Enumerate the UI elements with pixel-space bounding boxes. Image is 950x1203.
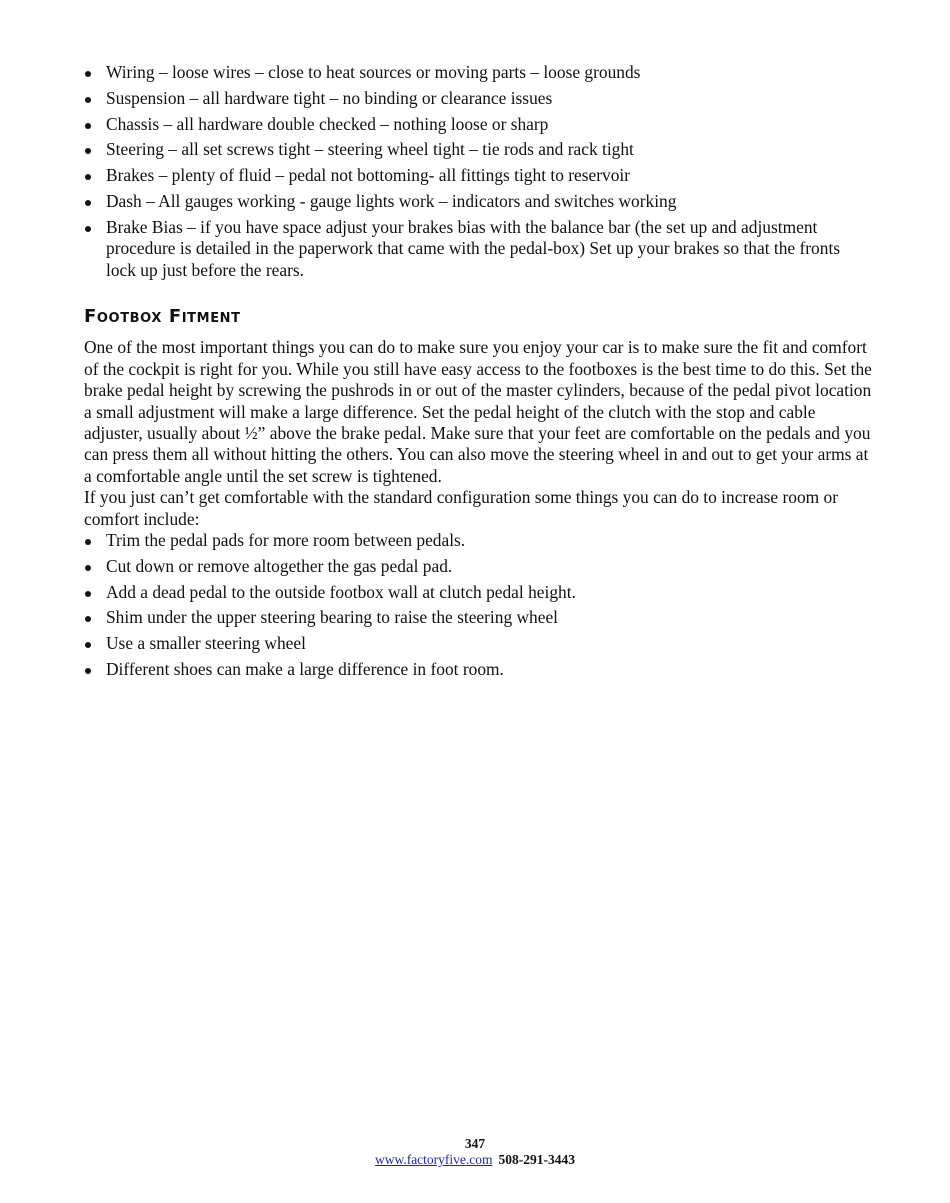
bullet-icon xyxy=(85,148,91,154)
comfort-tips-list xyxy=(84,530,874,680)
checklist xyxy=(84,62,874,281)
bullet-icon xyxy=(85,97,91,103)
list-item-text: Shim under the upper steering bearing to raise the steering wheel xyxy=(106,607,559,628)
list-item xyxy=(84,191,874,213)
bullet-icon xyxy=(85,226,91,232)
website-link[interactable]: www.factoryfive.com xyxy=(374,1152,493,1167)
document-page xyxy=(84,62,874,685)
list-item-text: Dash – All gauges working - gauge lights work – indicators and switches working xyxy=(106,190,677,211)
bullet-icon xyxy=(85,591,91,597)
bullet-icon xyxy=(85,616,91,622)
list-item-text: Suspension – all hardware tight – no binding or clearance issues xyxy=(106,87,553,108)
list-item xyxy=(84,62,874,84)
list-item-text: Trim the pedal pads for more room between pedals. xyxy=(106,529,466,550)
list-item xyxy=(84,139,874,161)
footer-contact xyxy=(0,1152,950,1168)
bullet-icon xyxy=(85,123,91,129)
list-item-text: Brakes – plenty of fluid – pedal not bottoming- all fittings tight to reservoir xyxy=(106,165,631,186)
bullet-icon xyxy=(85,668,91,674)
list-item xyxy=(84,633,874,655)
list-item xyxy=(84,165,874,187)
bullet-icon xyxy=(85,565,91,571)
bullet-icon xyxy=(85,174,91,180)
list-item xyxy=(84,88,874,110)
body-paragraph: One of the most important things you can do to make sure you enjoy your car is to make sure the fit and comfort of the cockpit is right for you. While you still have easy access to the footboxes is the best time to do this. Set the brake pedal height by screwing the pushrods in or out of the master cylinders, because of the pedal pivot location a small adjustment will make a large difference. Set the pedal height of the clutch with the stop and cable adjuster, usually about ½” above the brake pedal. Make sure that your feet are comfortable on the pedals and you can press them all without hitting the others. You can also move the steering wheel in and out to get your arms at a comfortable angle until the set screw is tightened. xyxy=(84,337,872,486)
list-item-text: Steering – all set screws tight – steering wheel tight – tie rods and rack tight xyxy=(106,139,634,160)
list-item-text: Use a smaller steering wheel xyxy=(106,633,306,654)
list-item xyxy=(84,556,874,578)
body-paragraph: If you just can’t get comfortable with the standard configuration some things you can do to increase room or comfort include: xyxy=(84,487,839,529)
bullet-icon xyxy=(85,642,91,648)
list-item-text: Different shoes can make a large difference in foot room. xyxy=(106,658,504,679)
list-item-text: Brake Bias – if you have space adjust your brakes bias with the balance bar (the set up and adjustment procedure is detailed in the paperwork that came with the pedal-box) Set up your brakes so that the fronts lock up just before the rears. xyxy=(106,216,841,280)
list-item xyxy=(84,607,874,629)
list-item xyxy=(84,530,874,552)
list-item xyxy=(84,217,874,282)
page-footer xyxy=(0,1136,950,1168)
phone-number: 508-291-3443 xyxy=(498,1152,576,1167)
page-number: 347 xyxy=(464,1136,486,1151)
list-item xyxy=(84,659,874,681)
bullet-icon xyxy=(85,200,91,206)
list-item xyxy=(84,582,874,604)
bullet-icon xyxy=(85,539,91,545)
list-item-text: Cut down or remove altogether the gas pedal pad. xyxy=(106,555,453,576)
list-item-text: Wiring – loose wires – close to heat sources or moving parts – loose grounds xyxy=(106,62,641,82)
list-item-text: Add a dead pedal to the outside footbox wall at clutch pedal height. xyxy=(106,581,576,602)
list-item xyxy=(84,114,874,136)
bullet-icon xyxy=(85,71,91,77)
list-item-text: Chassis – all hardware double checked – nothing loose or sharp xyxy=(106,113,549,134)
section-heading: Footbox Fitment xyxy=(84,306,241,328)
